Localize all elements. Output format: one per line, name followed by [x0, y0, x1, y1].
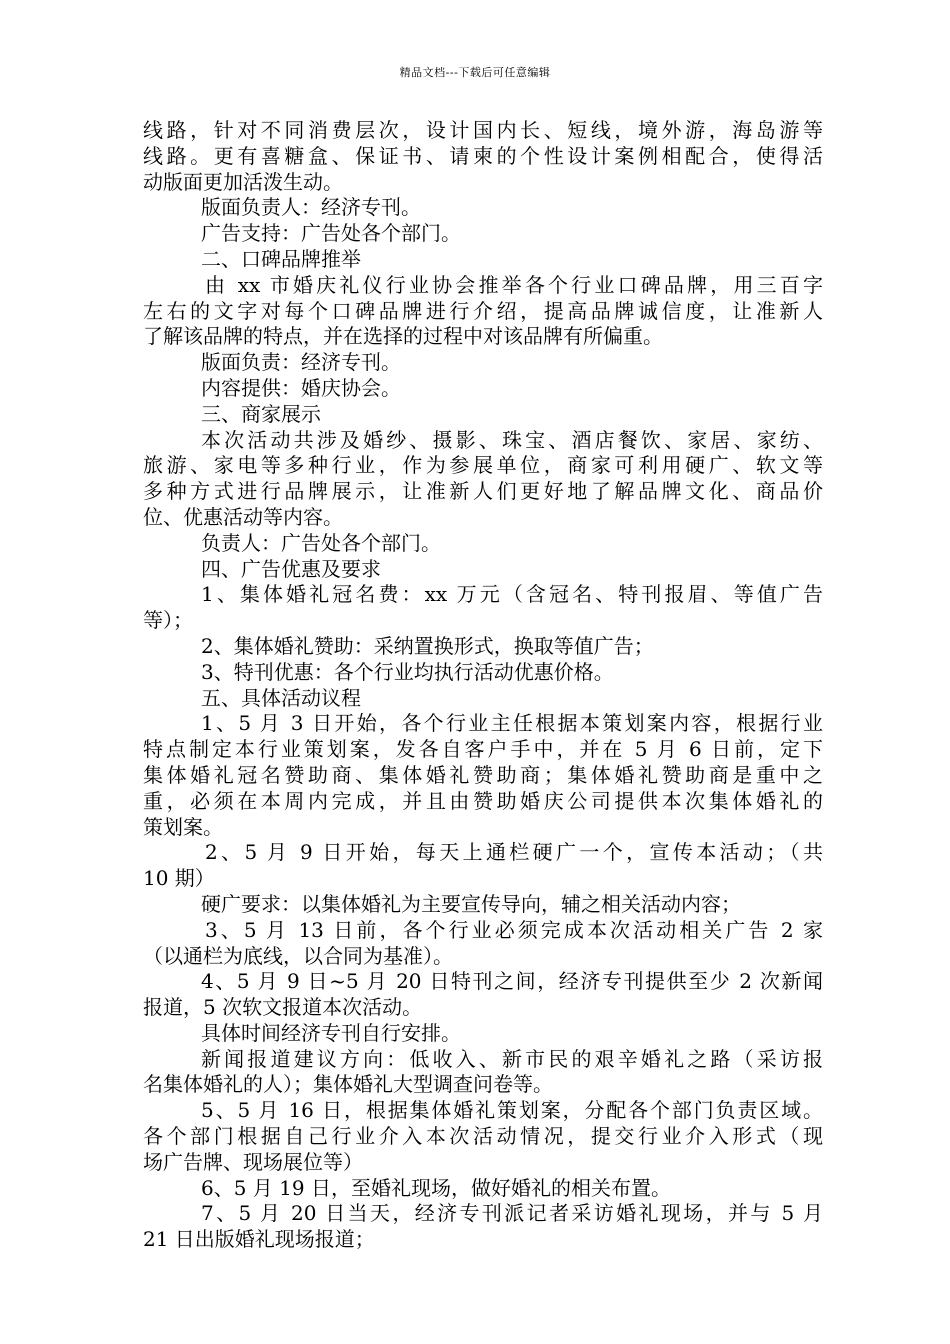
text-line: 名集体婚礼的人）；集体婚礼大型调查问卷等。 [143, 1072, 553, 1097]
text-line: 硬广要求：以集体婚礼为主要宣传导向，辅之相关活动内容； [201, 891, 741, 916]
text-line: 位、优惠活动等内容。 [143, 504, 343, 529]
text-line: 7、5 月 20 日当天，经济专刊派记者采访婚礼现场，并与 5 月 [201, 1201, 823, 1226]
text-line: 三、商家展示 [201, 401, 321, 426]
text-line: 四、广告优惠及要求 [201, 556, 381, 581]
text-line: 旅游、家电等多种行业，作为参展单位，商家可利用硬广、软文等 [143, 453, 823, 478]
text-line: 4、5 月 9 日~5 月 20 日特刊之间，经济专刊提供至少 2 次新闻 [201, 969, 823, 994]
text-line: 版面负责：经济专刊。 [201, 350, 401, 375]
text-line: 3、特刊优惠：各个行业均执行活动优惠价格。 [201, 659, 614, 684]
text-line: 新闻报道建议方向：低收入、新市民的艰辛婚礼之路（采访报 [201, 1046, 823, 1071]
text-line: 广告支持：广告处各个部门。 [201, 221, 461, 246]
text-line: 多种方式进行品牌展示，让准新人们更好地了解品牌文化、商品价 [143, 479, 823, 504]
text-line: 报道，5 次软文报道本次活动。 [143, 995, 423, 1020]
text-line: 本次活动共涉及婚纱、摄影、珠宝、酒店餐饮、家居、家纺、 [201, 427, 823, 452]
text-line: 集体婚礼冠名赞助商、集体婚礼赞助商；集体婚礼赞助商是重中之 [143, 762, 823, 787]
text-line: 2、集体婚礼赞助：采纳置换形式，换取等值广告； [201, 633, 654, 658]
text-line: 等）； [143, 608, 193, 633]
text-line: 场广告牌、现场展位等） [143, 1149, 363, 1174]
text-line: 内容提供：婚庆协会。 [201, 375, 401, 400]
text-line: 左右的文字对每个口碑品牌进行介绍，提高品牌诚信度，让准新人 [143, 298, 823, 323]
text-line: 特点制定本行业策划案，发各自客户手中，并在 5 月 6 日前，定下 [143, 737, 823, 762]
text-line: 二、口碑品牌推举 [201, 246, 361, 271]
text-line: 5、5 月 16 日，根据集体婚礼策划案，分配各个部门负责区域。 [201, 1098, 823, 1123]
text-line: 6、5 月 19 日，至婚礼现场，做好婚礼的相关布置。 [201, 1175, 671, 1200]
text-line: 动版面更加活泼生动。 [143, 169, 343, 194]
text-line: 线路。更有喜糖盒、保证书、请柬的个性设计案例相配合，使得活 [143, 143, 823, 168]
document-body [143, 118, 823, 1253]
text-line: 重，必须在本周内完成，并且由赞助婚庆公司提供本次集体婚礼的 [143, 788, 823, 813]
text-line: 了解该品牌的特点，并在选择的过程中对该品牌有所偏重。 [143, 324, 663, 349]
text-line: 由 xx 市婚庆礼仪行业协会推举各个行业口碑品牌，用三百字 [205, 272, 823, 297]
text-line: 各个部门根据自己行业介入本次活动情况，提交行业介入形式（现 [143, 1124, 823, 1149]
text-line: 负责人：广告处各个部门。 [201, 530, 441, 555]
page-header: 精品文档---下载后可任意编辑 [399, 66, 551, 79]
text-line: 具体时间经济专刊自行安排。 [201, 1020, 461, 1045]
text-line: 1、集体婚礼冠名费：xx 万元（含冠名、特刊报眉、等值广告 [201, 582, 823, 607]
text-line: 策划案。 [143, 814, 223, 839]
text-line: 10 期） [143, 866, 215, 891]
text-line: 1、5 月 3 日开始，各个行业主任根据本策划案内容，根据行业 [201, 711, 823, 736]
text-line: （以通栏为底线，以合同为基准）。 [143, 943, 453, 968]
text-line: 线路，针对不同消费层次，设计国内长、短线，境外游，海岛游等 [143, 118, 823, 142]
text-line: 21 日出版婚礼现场报道； [143, 1227, 375, 1252]
text-line: 五、具体活动议程 [201, 685, 361, 710]
text-line: 版面负责人：经济专刊。 [201, 195, 421, 220]
text-line: 2、5 月 9 日开始，每天上通栏硬广一个，宣传本活动；（共 [205, 840, 823, 865]
text-line: 3、5 月 13 日前，各个行业必须完成本次活动相关广告 2 家 [205, 917, 823, 942]
